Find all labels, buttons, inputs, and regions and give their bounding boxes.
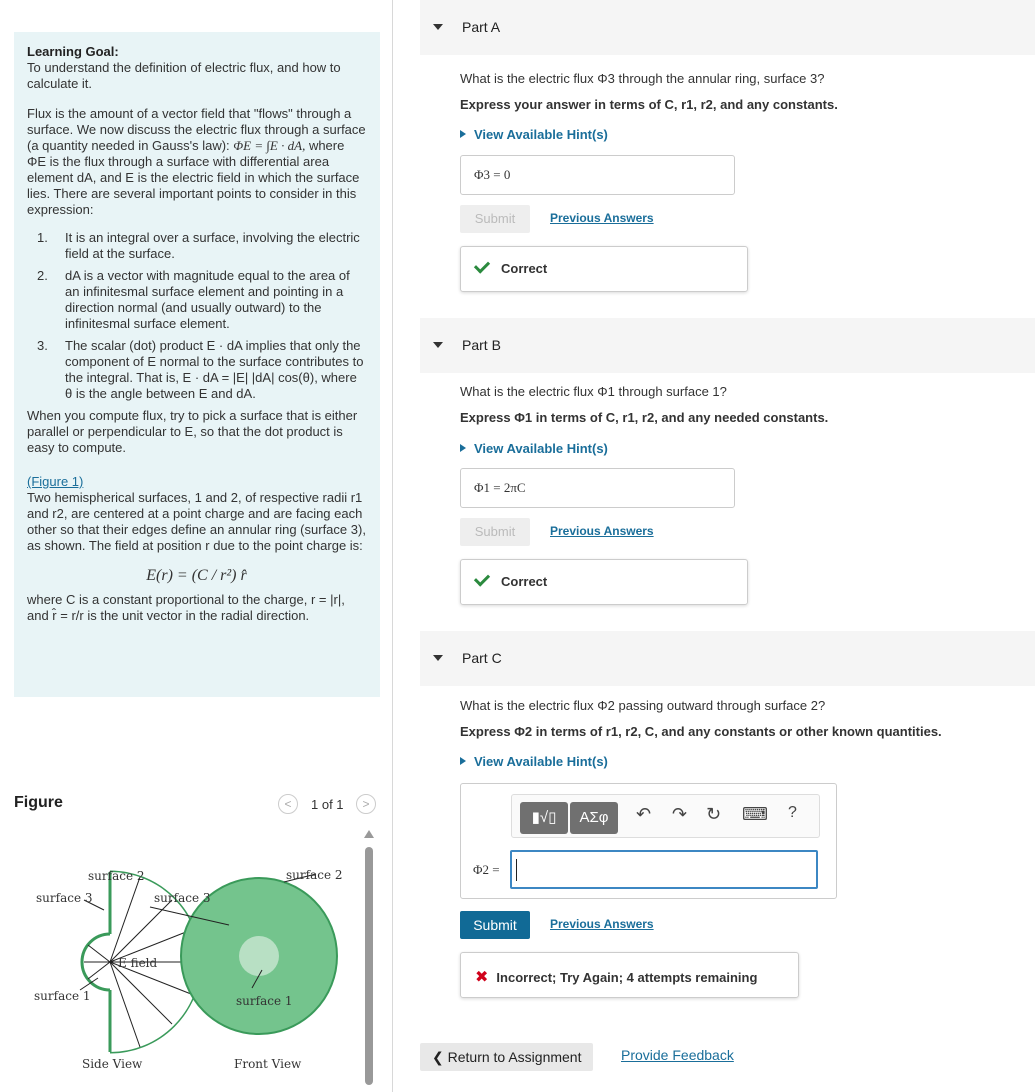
- x-icon: ✖: [475, 969, 489, 986]
- return-to-assignment-button[interactable]: ❮ Return to Assignment: [420, 1043, 593, 1071]
- figure-scrollbar[interactable]: [364, 830, 374, 1086]
- figure-pager: 1 of 1: [311, 797, 344, 812]
- check-icon: [474, 570, 490, 586]
- goal-title: Learning Goal:: [27, 44, 119, 59]
- left-column: [0, 0, 393, 1092]
- goal-para2: When you compute flux, try to pick a surface that is either parallel or perpendicular to E, so that the dot product is easy to compute.: [27, 408, 358, 455]
- redo-icon[interactable]: ↷: [672, 804, 688, 824]
- goal-point: 2. dA is a vector with magnitude equal to the area of an infinitesmal surface element and pointing in a direction normal (and usually outward) to the infinitesmal surface element.: [37, 268, 350, 331]
- goal-para3: Two hemispherical surfaces, 1 and 2, of respective radii r1 and r2, are centered at a point charge and are facing each other so that their edges define an annular ring (surface 3), as shown. The field at position r due to the point charge is:: [27, 490, 366, 553]
- scroll-thumb[interactable]: [365, 847, 373, 1085]
- collapse-triangle-icon: [433, 655, 443, 661]
- goal-subtitle: To understand the definition of electric flux, and how to calculate it.: [27, 60, 341, 91]
- text-caret: [516, 859, 517, 881]
- part-c-feedback: ✖ Incorrect; Try Again; 4 attempts remaining: [460, 952, 799, 998]
- part-c-label: Part C: [462, 650, 502, 666]
- front-surface1-disk: [239, 936, 279, 976]
- part-a-previous-answers[interactable]: Previous Answers: [550, 211, 654, 225]
- learning-goal-box: [14, 32, 380, 697]
- figure-link[interactable]: (Figure 1): [27, 474, 84, 489]
- hint-expand-icon: [460, 444, 466, 452]
- part-c-header[interactable]: [420, 631, 1035, 686]
- part-b-previous-answers[interactable]: Previous Answers: [550, 524, 654, 538]
- label-surface1-front: surface 1: [236, 994, 293, 1008]
- field-equation: E(r) = (C / r²) r̂: [146, 567, 247, 584]
- goal-point: 1. It is an integral over a surface, involving the electric field at the surface.: [37, 230, 360, 261]
- part-b-question: What is the electric flux Φ1 through surface 1?: [460, 384, 727, 399]
- collapse-triangle-icon: [433, 342, 443, 348]
- label-surface3-mid: surface 3: [154, 891, 211, 905]
- part-a-instruction: Express your answer in terms of C, r1, r2, and any constants.: [460, 97, 838, 112]
- templates-button[interactable]: ▮√▯: [520, 802, 568, 834]
- label-surface2-side: surface 2: [88, 869, 145, 883]
- math-editor: [460, 783, 837, 899]
- undo-icon[interactable]: ↶: [636, 804, 652, 824]
- greek-button[interactable]: ΑΣφ: [570, 802, 618, 834]
- check-icon: [474, 257, 490, 273]
- label-front-view: Front View: [234, 1057, 302, 1071]
- part-b-submit-button[interactable]: Submit: [460, 518, 530, 546]
- label-surface3-side: surface 3: [36, 891, 93, 905]
- right-column: [420, 0, 1035, 1092]
- goal-point: 3. The scalar (dot) product E · dA implies that only the component of E normal to the surface contributes to the integral. That is, E · dA = |E| |dA| cos(θ), where θ is the angle between E and dA.: [37, 338, 364, 401]
- part-c-answer-input[interactable]: [510, 850, 818, 889]
- part-b-answer: Φ1 = 2πC: [460, 468, 735, 508]
- part-a-hint[interactable]: View Available Hint(s): [460, 127, 608, 142]
- label-efield: E field: [118, 956, 158, 970]
- phi2-label: Φ2 =: [473, 862, 500, 877]
- figure-header: [14, 792, 380, 816]
- part-c-hint[interactable]: View Available Hint(s): [460, 754, 608, 769]
- label-surface1-side: surface 1: [34, 989, 91, 1003]
- keyboard-icon[interactable]: ⌨: [742, 804, 768, 824]
- reset-icon[interactable]: ↻: [706, 804, 722, 824]
- goal-points-list: [37, 230, 366, 402]
- label-side-view: Side View: [82, 1057, 143, 1071]
- prev-figure-icon[interactable]: <: [278, 794, 298, 814]
- part-c-instruction: Express Φ2 in terms of r1, r2, C, and any constants or other known quantities.: [460, 724, 942, 739]
- part-a-answer: Φ3 = 0: [460, 155, 735, 195]
- label-surface2-front: surface 2: [286, 868, 343, 882]
- hint-expand-icon: [460, 130, 466, 138]
- goal-para1-a: Flux is the amount of a vector field that "flows" through a surface. We now discuss the electric flux through a surface (a quantity needed in Gauss's law):: [27, 106, 366, 153]
- part-b-label: Part B: [462, 337, 501, 353]
- part-b-hint[interactable]: View Available Hint(s): [460, 441, 608, 456]
- part-b-instruction: Express Φ1 in terms of C, r1, r2, and any needed constants.: [460, 410, 829, 425]
- part-a-feedback: Correct: [460, 246, 748, 292]
- part-a-label: Part A: [462, 19, 501, 35]
- provide-feedback-link[interactable]: Provide Feedback: [621, 1047, 734, 1063]
- scroll-up-icon[interactable]: [364, 830, 374, 838]
- hint-expand-icon: [460, 757, 466, 765]
- collapse-triangle-icon: [433, 24, 443, 30]
- part-a-submit-button[interactable]: Submit: [460, 205, 530, 233]
- goal-para4: where C is a constant proportional to the charge, r = |r|, and r̂ = r/r is the unit vector in the radial direction.: [27, 592, 345, 623]
- part-c-question: What is the electric flux Φ2 passing outward through surface 2?: [460, 698, 826, 713]
- part-c-previous-answers[interactable]: Previous Answers: [550, 917, 654, 931]
- figure-title: Figure: [14, 794, 63, 811]
- part-c-submit-button[interactable]: Submit: [460, 911, 530, 939]
- chevron-left-icon: ❮: [432, 1049, 448, 1065]
- part-a-header[interactable]: [420, 0, 1035, 55]
- goal-para1-b: where ΦE is the flux through a surface with differential area element dA, and E is the electric field in which the surface lies. There are several important points to consider in this expression:: [27, 138, 360, 217]
- flux-definition-eq: ΦE = ∫E · dA,: [233, 138, 306, 153]
- math-toolbar: [511, 794, 820, 838]
- next-figure-icon[interactable]: >: [356, 794, 376, 814]
- part-a-question: What is the electric flux Φ3 through the annular ring, surface 3?: [460, 71, 825, 86]
- part-b-feedback: Correct: [460, 559, 748, 605]
- figure-diagram: [14, 830, 354, 1080]
- help-icon[interactable]: ?: [788, 804, 797, 821]
- part-b-header[interactable]: [420, 318, 1035, 373]
